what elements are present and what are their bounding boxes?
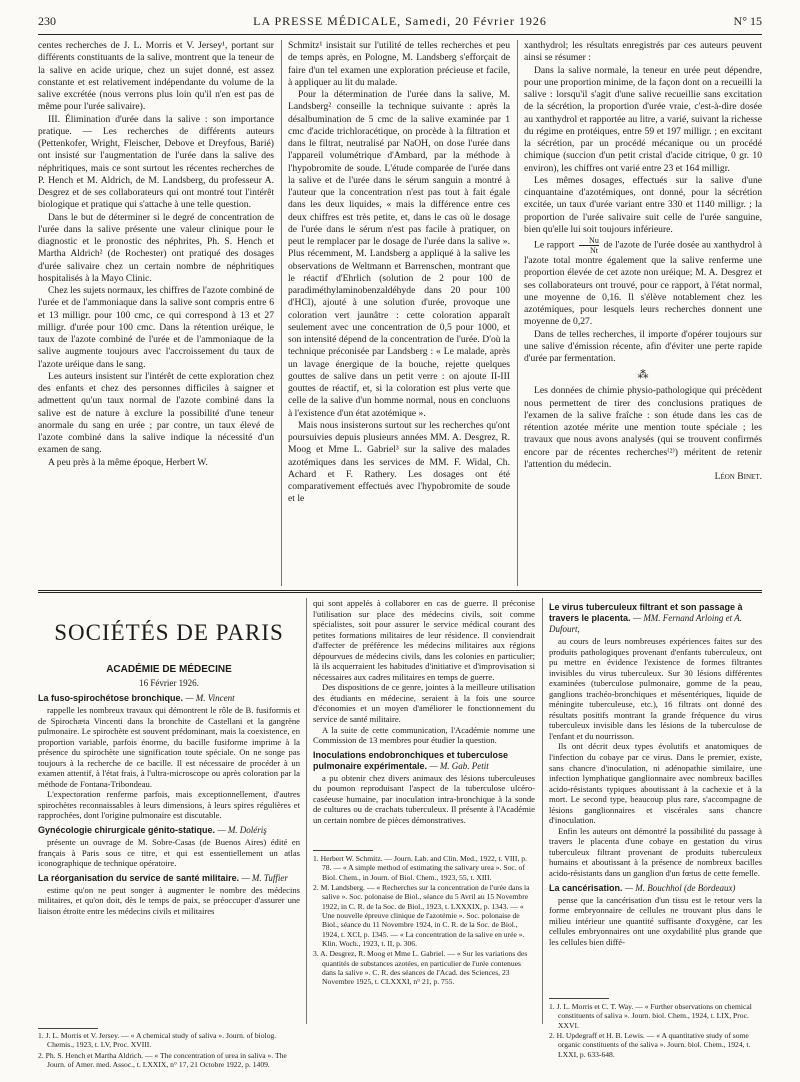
paragraph: III. Élimination d'urée dans la salive : son importance pratique. — Les recherches de différents auteurs (Pettenkofer, Wright, Fleischer, Debove et Dreyfous, Barié) ont insisté sur l'augmentation de l'urée dans la salive des néphritiques, mais ce sont surtout les récentes recherches de P. Hench et M. Aldrich, de M. Landsberg, du professeur A. Desgrez et de ses collaborateurs qui ont montré tout l'intérêt biologique et pratique qui s'attache à une telle question.	[38, 113, 274, 211]
footnote: 1. J. L. Morris et V. Jersey. — « A chemical study of saliva ». Journ. of biolog. Chemis., 1923, t. LV, Proc. XVIII.	[38, 1031, 277, 1050]
section-title: SOCIÉTÉS DE PARIS	[54, 620, 284, 645]
footnote-rule	[549, 998, 609, 999]
column-divider	[281, 40, 282, 586]
report-text: a pu obtenir chez divers animaux des lésions tuberculeuses du poumon reproduisant l'aspect de la tuberculose ulcéro-caséeuse humaine, par inoculation intra-bronchique à la sonde de cultures ou de crachats tuberculeux. Il présente à l'Académie un certain nombre de pièces démonstratives.	[313, 772, 535, 825]
paragraph: Pour la détermination de l'urée dans la salive, M. Landsberg² conseille la technique suivante : après la désalbumination de 5 cmc de la salive examinée par 1 cmc d'acide trichloracétique, on procède à la filtration et dans le filtrat, neutralisé par NaOH, on dose l'urée dans l'appareil volumétrique d'Ambard, par la méthode à l'hypobromite de soude. L'étude comparée de l'urée dans la salive et de l'urée dans le sérum sanguin a montré à l'auteur que la concentration n'est pas tout à fait égale dans les deux liquides, « mais la différence entre ces deux chiffres est très petite, et, dans le cas où le dosage de l'urée dans le sérum n'est pas facile à pratiquer, on peut le remplacer par le dosage de l'urée dans la salive ». Plus récemment, M. Landsberg a appliqué à la salive les observations de Weltmann et Barrenschen, montrant que le réactif d'Ehrlich (solution de 2 pour 100 de paradiméthylaminobenzaldéhyde dans 20 pour 100 d'HCl), ajouté à une solution d'urée, provoque une coloration vert jaunâtre : cette coloration apparaît seulement avec une concentration de 0,5 pour 1000, et son intensité dépend de la concentration de l'urée. D'où la technique préconisée par Landsberg : « Le malade, après un lavage énergique de la bouche, rejette quelques gouttes de salive dans un petit verre : on ajoute II-III gouttes de réactif, et, si la coloration est plus verte que celle de la salive d'un homme normal, nous en concluons à l'existence d'un état azotémique ».	[288, 89, 510, 419]
report-heading	[313, 750, 535, 772]
ratio-lead: Le rapport	[534, 239, 575, 251]
report-text: L'expectoration renferme parfois, mais exceptionnellement, d'autres spirochètes reconnaissables à leurs dimensions, à leurs spires régulières et rapprochées, dont l'origine pulmonaire est discutable.	[38, 789, 300, 821]
issue-number: N° 15	[733, 14, 762, 28]
report-author: — M. Tuffier	[241, 872, 288, 883]
footnote: 1. Herbert W. Schmitz. — Journ. Lab. and Clin. Med., 1922, t. VIII, p. 78. — « A simple method of estimating the salivary urea ». Soc. of Biol. Chem., in Journ. of Biol. Chem., 1923, 55, t. XIII.	[313, 854, 527, 882]
column-divider	[517, 40, 518, 586]
report-heading	[549, 602, 762, 635]
column-divider	[306, 598, 307, 1024]
footnote-rule	[38, 1028, 98, 1029]
report-text: qui sont appelés à collaborer en cas de guerre. Il préconise l'utilisation sur place des médecins civils, soit comme spécialistes, soit pour assurer le service médical courant des petites formations militaires de leur résidence. Il conviendrait d'affecter de préférence les médecins militaires aux régions dépourvues de médecins civils, dans les colonies en particulier; là ils acquerraient les habitudes d'initiative et d'improvisation si nécessaires aux cadres militaires en temps de guerre.	[313, 598, 535, 682]
paragraph: Mais nous insisterons surtout sur les recherches qu'ont poursuivies depuis plusieurs années MM. A. Desgrez, R. Moog et Mme L. Gabriel³ sur la salive des malades azotémiques dans les services de MM. F. Widal, Ch. Achard et F. Rathery. Les dosages ont été comparativement effectués avec l'hypobromite de soude et le	[288, 419, 510, 505]
report-text: estime qu'on ne peut songer à augmenter le nombre des médecins militaires, et qu'on doit, dès le temps de paix, se préoccuper d'assurer une liaison étroite entre les médecins civils et militaires	[38, 884, 300, 916]
section-rule	[38, 592, 762, 593]
paragraph: Schmitz¹ insistait sur l'utilité de telles recherches et peu de temps après, en Pologne, M. Landsberg s'efforçait de faire d'un tel examen une exploration précieuse et facile, à appliquer au lit du malade.	[288, 40, 510, 88]
footnotes-column-1	[38, 1031, 300, 1080]
academy-heading: ACADÉMIE DE MÉDECINE	[106, 664, 232, 675]
paragraph: A peu près à la même époque, Herbert W.	[48, 456, 208, 468]
ratio-denominator: Nt	[589, 246, 598, 255]
report-title: Gynécologie chirurgicale génito-statique.	[38, 825, 216, 836]
section-rule	[38, 590, 762, 591]
paragraph: xanthydrol; les résultats enregistrés par ces auteurs peuvent ainsi se résumer :	[524, 40, 762, 64]
report-text: pense que la cancérisation d'un tissu est le retour vers la forme embryonnaire de cellules ne trouvant plus dans le milieu intérieur une quantité suffisante d'oxygène, car les cellules embryonnaires ont une oxydabilité plus grande que les cellules bien diffé-	[549, 894, 762, 947]
page-number: 230	[38, 14, 56, 28]
ratio-fraction	[579, 236, 599, 255]
footnote: 1. J. L. Morris et C. T. Way. — « Further observations on chemical constituents of saliva ». Journ. biol. Chem., 1924, t. LIX, Proc. XXVI.	[549, 1002, 752, 1030]
report-text: rappelle les nombreux travaux qui démontrent le rôle de B. fusiformis et de Spirochæta Vincenti dans la bronchite de Castellani et la gangrène pulmonaire. Le spirochète est souvent prédominant, mais la coexistence, en proportion variable, parfois énorme, du bacille fusiforme imprime à la présence du spirochète une signification toute spéciale. On ne songe pas toujours à la recherche de ce bacille. Il est nécessaire de procéder à un examen attentif, à l'état frais, à l'ultra-microscope ou après coloration par la méthode de Fontana-Tribondeau.	[38, 705, 300, 789]
paragraph: Dans de telles recherches, il importe d'opérer toujours sur une salive d'émission récente, afin d'éviter une perte rapide d'urée par fermentation.	[524, 328, 762, 364]
report-text: au cours de leurs nombreuses expériences faites sur des produits pathologiques provenant d'enfants tuberculeux, ont pu mettre en évidence l'existence de formes filtrantes invisibles du virus tuberculeux. Sur 30 lésions différentes examinées (tuberculose pulmonaire, gomme de la peau, ganglions trachéo-bronchiques et mésentériques, liquide de méningite tuberculeuse, etc.), 16 filtrats ont donné des résultats positifs montrant la grande fréquence du virus tuberculeux invisible dans les lésions de la tuberculose de l'enfant et du nourrisson.	[549, 636, 762, 741]
session-date: 16 Février 1926.	[139, 678, 199, 688]
report-heading	[549, 883, 762, 894]
report-text: Enfin les auteurs ont démontré la possibilité du passage à travers le placenta d'une cobaye en gestation du virus tuberculeux filtrant provenant de produits tuberculeux humains et aboutissant à la présence de nombreux bacilles acido-résistants dans un ganglion d'un fœtus de cette femelle.	[549, 825, 762, 879]
report-title: Inoculations endobronchiques et tuberculose pulmonaire expérimentale.	[313, 749, 509, 771]
article-column-3	[524, 40, 762, 586]
column-divider	[542, 598, 543, 1024]
paragraph: centes recherches de J. L. Morris et V. Jersey¹, portant sur différents constituants de la salive, montrent que la teneur de la salive en acide urique, chez un sujet donné, est assez constante et est relativement indépendante du volume de la salive excrétée (nous verrons plus loin qu'il n'en est pas de même pour l'urée salivaire).	[38, 40, 274, 113]
footnotes-column-2	[313, 854, 535, 1080]
report-author: — M. Vincent	[185, 693, 235, 703]
article-column-1	[38, 40, 274, 586]
paragraph: Les auteurs insistent sur l'intérêt de cette exploration chez des enfants et chez des personnes difficiles à saigner et admettent qu'un taux normal de l'azote combiné dans la salive est de nature à exclure la possibilité d'une teneur anormale du sang en urée ; par contre, un taux élevé de l'azote combiné dans la salive indique la nécessité d'un examen de sang.	[38, 370, 274, 456]
report-heading	[38, 693, 300, 704]
footnotes-column-3	[549, 1002, 762, 1080]
paragraph: Les mêmes dosages, effectués sur la salive d'une cinquantaine d'azotémiques, ont donné, pour la sécrétion excitée, un taux d'urée variant entre 330 et 1140 milligr. ; la proportion de l'urée salivaire suit celle de l'urée sanguine, bien qu'elle lui soit toujours inférieure.	[524, 174, 762, 235]
ratio-paragraph	[524, 236, 762, 329]
report-title: La cancérisation.	[549, 882, 623, 893]
footnote-rule	[313, 850, 373, 851]
paragraph: Dans la salive normale, la teneur en urée peut dépendre, pour une proportion minime, de la façon dont on a recueilli la salive : lorsqu'il s'agit d'une salive recueillie sans excitation de la sécrétion, la proportion d'urée vraie, c'est-à-dire dosée au xanthydrol et rapportée au litre, a varié, suivant la richesse du régime en protéiques, entre 59 et 197 milligr. ; en excitant la sécrétion, par un procédé mécanique ou un procédé chimique (succion d'un petit cristal d'acide citrique, 0 gr. 10 environ), les chiffres ont varié entre 23 et 164 milligr.	[524, 64, 762, 174]
report-author: — M. Gab. Petit	[429, 760, 489, 771]
report-title: La fuso-spirochétose bronchique.	[38, 693, 184, 703]
author-signature: Léon Binet.	[714, 471, 762, 482]
report-title: Le virus tuberculeux filtrant et son passage à travers le placenta.	[549, 602, 743, 623]
societes-column-3	[549, 598, 762, 994]
paragraph: Les données de chimie physio-pathologique qui précèdent nous permettent de tirer des conclusions pratiques de l'examen de la salive fraîche : son étude dans les cas de rétention azotée mérite une mention toute spéciale ; les travaux que nous avons analysés (qui se trouvent confirmés encore par de récentes recherches⁽²⁾) méritent de retenir l'attention du médecin.	[524, 385, 762, 470]
report-text: Des dispositions de ce genre, jointes à la meilleure utilisation des étudiants en médecine, seraient à la fois une source d'économies et un moyen d'améliorer le fonctionnement du service de santé militaire.	[313, 682, 535, 725]
footnote: 2. M. Landsberg. — « Recherches sur la concentration de l'urée dans la salive ». Soc. polonaise de Biol., séance du 5 Avril au 15 Novembre 1922, in C. R. de la Soc. de Biol., 1923, t. LXXXIX, p. 1343. — « Une nouvelle épreuve clinique de l'azotémie ». Soc. polonaise de Biol., séance du 11 Novembre 1924, in C. R. de la Soc. de Biol., 1924, t. XCI, p. 1345. — « La concentration de la salive en urée ». Klin. Woch., 1923, t. II, p. 306.	[313, 883, 530, 949]
header-rule	[38, 34, 762, 35]
asterism: ⁂	[637, 369, 649, 382]
report-author: — M. Bouchhol (de Bordeaux)	[625, 882, 736, 893]
page-header	[38, 14, 762, 32]
paragraph: Chez les sujets normaux, les chiffres de l'azote combiné de l'urée et de l'ammoniaque dans la salive sont compris entre 6 et 13 milligr. pour 100 cmc, ce qui correspond à 13 et 27 milligr. d'urée pour 100 cmc. Dans la rétention uréique, le taux de l'azote combiné de l'urée et de l'ammoniaque de la salive augmente toujours avec l'accroissement du taux de l'azote uréique dans le sang.	[38, 285, 274, 370]
report-text: Ils ont décrit deux types évolutifs et anatomiques de l'infection du cobaye par ce virus. Dans le premier, existe, sans chancre d'inoculation, ni adénopathie similaire, une infection lymphatique ganglionnaire avec nombreux bacilles acido-résistants typiques aboutissant à la cachexie et à la mort. Le second type, beaucoup plus rare, s'accompagne de lésions ganglionnaires et viscérales sans chancre d'inoculation.	[549, 741, 762, 826]
report-author: — MM. Fernand Arloing et A. Dufourt,	[549, 613, 742, 634]
report-text: A la suite de cette communication, l'Académie nomme une Commission de 13 membres pour étudier la question.	[313, 724, 535, 746]
paragraph: Dans le but de déterminer si le degré de concentration de l'urée dans la salive présente une valeur clinique pour le diagnostic et le pronostic des néphrites, Ph. S. Hench et Martha Aldrich² (de Rochester) ont pratiqué des dosages d'urée salivaire chez un certain nombre de néphritiques hospitalisés à la Mayo Clinic.	[38, 211, 274, 284]
report-text: présente un ouvrage de M. Sobre-Casas (de Buenos Aires) édité en français à Paris sous ce titre, et qui est essentiellement un atlas iconographique de technique opératoire.	[38, 837, 300, 869]
report-heading	[38, 873, 300, 884]
footnote: 2. Ph. S. Hench et Martha Aldrich. — « The concentration of urea in saliva ». The Journ. of Amer. med. Assoc., t. LXXIX, n° 17, 21 Octobre 1922, p. 1409.	[38, 1050, 287, 1070]
report-author: — M. Dolériş	[217, 825, 267, 836]
publication-title: LA PRESSE MÉDICALE, Samedi, 20 Février 1926	[253, 14, 547, 28]
societes-column-2	[313, 598, 535, 844]
ratio-numerator: Nu	[579, 236, 599, 246]
footnote: 3. A. Desgrez, R. Moog et Mme L. Gabriel. — « Sur les variations des quantités de substances azotées, en particulier de l'urée contenues dans la salive ». C. R. des séances de l'Acad. des Sciences, 23 Novembre 1925, t. CLXXXI, n° 21, p. 755.	[313, 949, 528, 987]
report-heading	[38, 825, 300, 836]
ratio-text: de l'azote de l'urée dosée au xanthydrol à l'azote total montre également que la salive renferme une proportion élevée de cet azote non uréique; M. A. Desgrez et ses collaborateurs ont trouvé, pour ce rapport, à l'état normal, une moyenne de 0,16. Il s'élève notablement chez les azotémiques, pour lesquels leurs recherches donnent une moyenne de 0,27.	[524, 239, 762, 328]
report-title: La réorganisation du service de santé militaire.	[38, 872, 240, 883]
societes-column-1	[38, 598, 300, 1024]
article-column-2	[288, 40, 510, 586]
footnote: 2. H. Updegraff et H. B. Lewis. — « A quantitative study of some organic constituents of the saliva ». Journ. biol. Chem., 1924, t. LXXI, p. 633-648.	[549, 1031, 751, 1059]
